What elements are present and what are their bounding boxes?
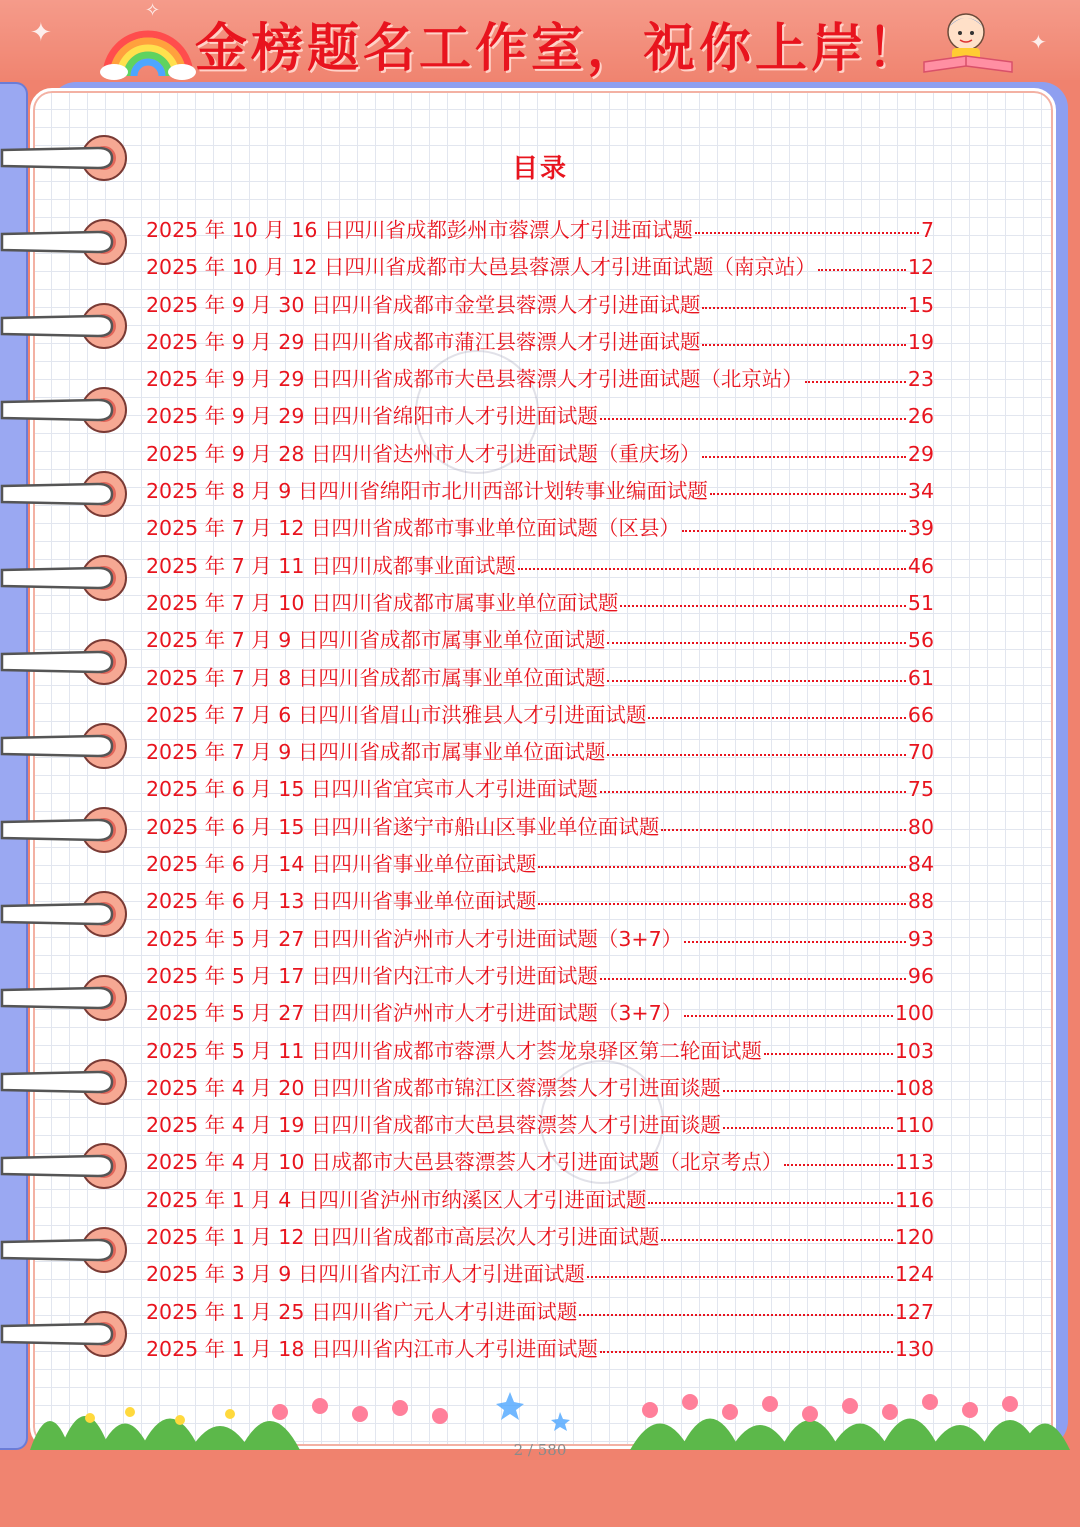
toc-item-title: 2025 年 7 月 11 日四川成都事业面试题 [146, 553, 516, 578]
toc-leader-dots [538, 903, 906, 905]
toc-item-title: 2025 年 10 月 16 日四川省成都彭州市蓉漂人才引进面试题 [146, 218, 693, 242]
toc-leader-dots [805, 381, 906, 383]
toc-item[interactable] [146, 1108, 934, 1145]
toc-leader-dots [818, 269, 906, 271]
toc-leader-dots [587, 1276, 893, 1278]
toc-item-page: 70 [907, 740, 934, 765]
toc-item-title: 2025 年 7 月 12 日四川省成都市事业单位面试题（区县） [146, 516, 680, 541]
toc-item-page: 116 [894, 1187, 934, 1212]
bottom-band [0, 1460, 1080, 1527]
toc-leader-dots [600, 978, 906, 980]
toc-item[interactable] [146, 250, 934, 287]
toc-leader-dots [620, 605, 906, 607]
toc-item-page: 127 [894, 1299, 934, 1324]
toc-item[interactable] [146, 1295, 934, 1332]
toc-item[interactable] [146, 325, 934, 362]
toc-item-title: 2025 年 7 月 6 日四川省眉山市洪雅县人才引进面试题 [146, 702, 647, 727]
toc-leader-dots [607, 680, 906, 682]
toc-item-page: 19 [907, 329, 934, 354]
toc-item-title: 2025 年 9 月 29 日四川省成都市蒲江县蓉漂人才引进面试题 [146, 329, 701, 354]
toc-item[interactable] [146, 1071, 934, 1108]
toc-leader-dots [579, 1314, 892, 1316]
toc-leader-dots [723, 1090, 893, 1092]
toc-item[interactable] [146, 288, 934, 325]
toc-item[interactable] [146, 1220, 934, 1257]
toc-item[interactable] [146, 623, 934, 660]
toc-item-title: 2025 年 4 月 20 日四川省成都市锦江区蓉漂荟人才引进面谈题 [146, 1075, 721, 1100]
toc-leader-dots [518, 568, 906, 570]
toc-item-page: 39 [907, 516, 934, 541]
toc-item-title: 2025 年 5 月 27 日四川省泸州市人才引进面试题（3+7） [146, 926, 683, 951]
toc-item-title: 2025 年 1 月 12 日四川省成都市高层次人才引进面试题 [146, 1225, 660, 1250]
toc-item[interactable] [146, 810, 934, 847]
toc-leader-dots [607, 642, 906, 644]
page-indicator: 2 / 580 [513, 1441, 567, 1459]
toc-item-title: 2025 年 7 月 9 日四川省成都市属事业单位面试题 [146, 628, 606, 653]
header-banner [0, 0, 1080, 80]
toc-leader-dots [764, 1053, 893, 1055]
toc-item-title: 2025 年 7 月 9 日四川省成都市属事业单位面试题 [146, 740, 606, 765]
toc-item-title: 2025 年 9 月 28 日四川省达州市人才引进面试题（重庆场） [146, 441, 701, 466]
toc-item-page: 51 [907, 590, 934, 615]
toc-item-title: 2025 年 4 月 10 日成都市大邑县蓉漂荟人才引进面试题（北京考点） [146, 1150, 783, 1175]
toc-leader-dots [600, 418, 906, 420]
toc-item-title: 2025 年 6 月 13 日四川省事业单位面试题 [146, 889, 537, 914]
toc-leader-dots [600, 1351, 893, 1353]
toc-item-page: 103 [894, 1038, 934, 1063]
toc-item-title: 2025 年 9 月 29 日四川省绵阳市人才引进面试题 [146, 404, 598, 429]
toc-leader-dots [684, 941, 906, 943]
toc-item-page: 93 [907, 926, 934, 951]
toc-leader-dots [702, 344, 906, 346]
star-icon: ✧ [145, 0, 161, 21]
toc-leader-dots [710, 493, 906, 495]
toc-leader-dots [702, 307, 906, 309]
toc-item[interactable] [146, 772, 934, 809]
toc-item-page: 100 [894, 1001, 934, 1026]
toc-item-page: 26 [907, 404, 934, 429]
toc-item-page: 96 [907, 963, 934, 988]
toc-leader-dots [661, 1239, 892, 1241]
toc-item-page: 46 [907, 553, 934, 578]
toc-item-page: 34 [907, 479, 934, 504]
toc-leader-dots [784, 1164, 892, 1166]
toc-item-title: 2025 年 6 月 14 日四川省事业单位面试题 [146, 852, 537, 877]
toc-item-page: 15 [907, 292, 934, 317]
toc-item[interactable] [146, 474, 934, 511]
toc-item-title: 2025 年 1 月 4 日四川省泸州市纳溪区人才引进面试题 [146, 1187, 647, 1212]
toc-list [146, 213, 934, 1369]
toc-item-title: 2025 年 5 月 17 日四川省内江市人才引进面试题 [146, 963, 598, 988]
toc-item[interactable] [146, 884, 934, 921]
toc-leader-dots [661, 829, 906, 831]
toc-item-page: 56 [907, 628, 934, 653]
toc-item-page: 12 [907, 255, 934, 280]
toc-item-page: 80 [907, 814, 934, 839]
toc-item[interactable] [146, 1183, 934, 1220]
star-icon: ✦ [30, 18, 52, 48]
toc-item-title: 2025 年 9 月 29 日四川省成都市大邑县蓉漂人才引进面试题（北京站） [146, 367, 803, 392]
toc-item[interactable] [146, 959, 934, 996]
reading-child-icon [918, 6, 1018, 78]
toc-heading: 目录 [511, 154, 568, 184]
toc-item-page: 110 [894, 1113, 934, 1138]
banner-title: 金榜题名工作室，祝你上岸！ [195, 18, 924, 79]
toc-item-page: 29 [907, 441, 934, 466]
toc-item[interactable] [146, 1034, 934, 1071]
toc-leader-dots [538, 866, 906, 868]
star-icon: ✦ [1030, 30, 1047, 54]
toc-item[interactable] [146, 735, 934, 772]
toc-item-title: 2025 年 7 月 10 日四川省成都市属事业单位面试题 [146, 590, 619, 615]
toc-item[interactable] [146, 661, 934, 698]
toc-item-title: 2025 年 4 月 19 日四川省成都市大邑县蓉漂荟人才引进面谈题 [146, 1113, 721, 1138]
toc-item[interactable] [146, 922, 934, 959]
flower-decoration-icon [30, 1372, 1070, 1450]
toc-item-page: 108 [894, 1075, 934, 1100]
toc-item-page: 88 [907, 889, 934, 914]
toc-item-page: 113 [894, 1150, 934, 1175]
toc-leader-dots [648, 1202, 893, 1204]
toc-item-title: 2025 年 1 月 18 日四川省内江市人才引进面试题 [146, 1336, 598, 1361]
toc-leader-dots [607, 754, 906, 756]
toc-item-page: 23 [907, 367, 934, 392]
toc-item[interactable] [146, 511, 934, 548]
toc-item-title: 2025 年 5 月 11 日四川省成都市蓉漂人才荟龙泉驿区第二轮面试题 [146, 1038, 762, 1063]
toc-leader-dots [648, 717, 906, 719]
toc-item-page: 61 [907, 665, 934, 690]
toc-item[interactable] [146, 362, 934, 399]
toc-item-title: 2025 年 6 月 15 日四川省遂宁市船山区事业单位面试题 [146, 814, 660, 839]
toc-item[interactable] [146, 437, 934, 474]
toc-item[interactable] [146, 698, 934, 735]
toc-item-title: 2025 年 6 月 15 日四川省宜宾市人才引进面试题 [146, 777, 598, 802]
toc-item-title: 2025 年 1 月 25 日四川省广元人才引进面试题 [146, 1299, 578, 1324]
toc-item-title: 2025 年 7 月 8 日四川省成都市属事业单位面试题 [146, 665, 606, 690]
toc-leader-dots [600, 791, 906, 793]
toc-item[interactable] [146, 399, 934, 436]
toc-leader-dots [723, 1127, 893, 1129]
toc-item-page: 75 [907, 777, 934, 802]
toc-item[interactable] [146, 1145, 934, 1182]
toc-item-title: 2025 年 3 月 9 日四川省内江市人才引进面试题 [146, 1262, 585, 1287]
toc-item-page: 130 [894, 1336, 934, 1361]
toc-item-page: 66 [907, 702, 934, 727]
notebook-spiral-rings [0, 130, 140, 1390]
toc-item[interactable] [146, 586, 934, 623]
toc-item-page: 84 [907, 852, 934, 877]
toc-item[interactable] [146, 996, 934, 1033]
toc-item[interactable] [146, 549, 934, 586]
toc-item[interactable] [146, 847, 934, 884]
toc-item-page: 7 [920, 218, 934, 242]
toc-item-title: 2025 年 9 月 30 日四川省成都市金堂县蓉漂人才引进面试题 [146, 292, 701, 317]
toc-item[interactable] [146, 213, 934, 250]
toc-item-title: 2025 年 5 月 27 日四川省泸州市人才引进面试题（3+7） [146, 1001, 683, 1026]
toc-leader-dots [684, 1015, 893, 1017]
toc-leader-dots [695, 232, 919, 234]
toc-item[interactable] [146, 1257, 934, 1294]
toc-leader-dots [682, 530, 906, 532]
toc-item[interactable] [146, 1332, 934, 1369]
toc-item-page: 120 [894, 1225, 934, 1250]
rainbow-icon [100, 12, 196, 80]
toc-item-page: 124 [894, 1262, 934, 1287]
toc-leader-dots [702, 456, 906, 458]
toc-item-title: 2025 年 10 月 12 日四川省成都市大邑县蓉漂人才引进面试题（南京站） [146, 255, 816, 280]
toc-item-title: 2025 年 8 月 9 日四川省绵阳市北川西部计划转事业编面试题 [146, 479, 708, 504]
